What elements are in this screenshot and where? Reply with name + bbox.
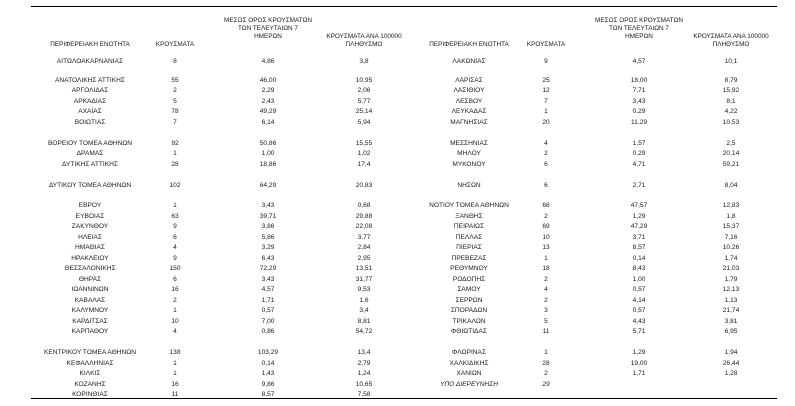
cell-per100k: 2,79 (357, 360, 371, 367)
cell-region: ΑΝΑΤΟΛΙΚΗΣ ΑΤΤΙΚΗΣ (55, 77, 125, 84)
table-row (0, 369, 795, 379)
cell-avg7: 6,43 (261, 255, 275, 262)
header-region-left: ΠΕΡΙΦΕΡΕΙΑΚΗ ΕΝΟΤΗΤΑ (50, 41, 130, 48)
cell-cases: 2 (173, 297, 177, 304)
cell-avg7: 18,86 (259, 161, 277, 168)
cell-per100k: 8,81 (357, 318, 371, 325)
cell-per100k: 12,13 (722, 286, 740, 293)
cell-cases: 9 (173, 255, 177, 262)
cell-region: ΚΑΡΠΑΘΟΥ (71, 328, 109, 335)
cell-avg7: 1,00 (632, 276, 646, 283)
cell-avg7: 0,14 (632, 255, 646, 262)
cell-region: ΚΟΡΙΝΘΙΑΣ (72, 391, 108, 398)
cell-region: ΑΙΤΩΛΟΑΚΑΡΝΑΝΙΑΣ (56, 58, 124, 65)
cell-avg7: 4,86 (261, 58, 275, 65)
cell-region: ΛΑΣΙΘΙΟΥ (453, 87, 485, 94)
cell-per100k: 9,53 (357, 286, 371, 293)
cell-per100k: 1,6 (359, 297, 369, 304)
cell-avg7: 3,43 (261, 276, 275, 283)
cell-per100k: 4,22 (724, 108, 738, 115)
cell-avg7: 0,57 (632, 307, 646, 314)
cell-region: ΦΛΩΡΙΝΑΣ (451, 349, 487, 356)
table-row (0, 149, 795, 159)
table-row (0, 86, 795, 96)
cell-per100k: 31,77 (355, 276, 373, 283)
cell-cases: 12 (542, 87, 550, 94)
cell-cases: 3 (544, 307, 548, 314)
cell-avg7: 47,29 (630, 223, 648, 230)
cell-region: ΧΑΝΙΩΝ (456, 370, 482, 377)
header-avg7-left: ΜΕΣΟΣ ΟΡΟΣ ΚΡΟΥΣΜΑΤΩΝ ΤΩΝ ΤΕΛΕΥΤΑΙΩΝ 7 ΗΜΕΡΩΝ (224, 17, 312, 40)
cell-avg7: 6,14 (261, 119, 275, 126)
cell-per100k: 22,08 (355, 223, 373, 230)
cell-region: ΚΑΒΑΛΑΣ (74, 297, 106, 304)
cell-cases: 2 (173, 87, 177, 94)
cell-cases: 2 (544, 370, 548, 377)
cell-avg7: 47,57 (630, 202, 648, 209)
cell-region: ΧΑΛΚΙΔΙΚΗΣ (449, 360, 489, 367)
cell-per100k: 7,58 (357, 391, 371, 398)
cell-per100k: 1,79 (724, 276, 738, 283)
cell-cases: 4 (544, 140, 548, 147)
cell-per100k: 26,44 (722, 360, 740, 367)
cell-cases: 1 (173, 307, 177, 314)
cell-per100k: 1,74 (724, 255, 738, 262)
cell-region: ΚΙΛΚΙΣ (79, 370, 101, 377)
cell-avg7: 8,57 (261, 391, 275, 398)
cell-region: ΦΘΙΩΤΙΔΑΣ (451, 328, 487, 335)
cell-region: ΑΡΓΟΛΙΔΑΣ (71, 87, 109, 94)
cell-cases: 7 (544, 98, 548, 105)
cell-per100k: 8,1 (726, 98, 736, 105)
cell-cases: 69 (542, 223, 550, 230)
cell-region: ΕΒΡΟΥ (78, 202, 102, 209)
cell-cases: 102 (169, 182, 181, 189)
cell-cases: 6 (544, 182, 548, 189)
cell-per100k: 1,28 (724, 370, 738, 377)
cell-cases: 4 (173, 244, 177, 251)
header-avg7-right: ΜΕΣΟΣ ΟΡΟΣ ΚΡΟΥΣΜΑΤΩΝ ΤΩΝ ΤΕΛΕΥΤΑΙΩΝ 7 ΗΜΕΡΩΝ (595, 17, 683, 40)
table-row (0, 380, 795, 390)
cell-cases: 6 (173, 276, 177, 283)
cell-avg7: 2,71 (632, 182, 646, 189)
cell-region: ΛΑΚΩΝΙΑΣ (452, 58, 486, 65)
cell-avg7: 0,86 (261, 328, 275, 335)
cell-avg7: 1,71 (632, 370, 646, 377)
cell-per100k: 3,81 (724, 318, 738, 325)
cell-cases: 18 (542, 265, 550, 272)
cell-cases: 1 (173, 150, 177, 157)
cell-avg7: 72,29 (259, 265, 277, 272)
table-row (0, 118, 795, 128)
cell-region: ΕΥΒΟΙΑΣ (75, 213, 105, 220)
cell-per100k: 15,55 (355, 140, 373, 147)
cell-region: ΗΛΕΙΑΣ (78, 234, 102, 241)
cell-avg7: 5,86 (261, 234, 275, 241)
cell-region: ΚΑΡΔΙΤΣΑΣ (72, 318, 108, 325)
cell-avg7: 39,71 (259, 213, 277, 220)
header-cases-left: ΚΡΟΥΣΜΑΤΑ (155, 41, 195, 48)
cell-per100k: 10,65 (355, 381, 373, 388)
table-row (0, 76, 795, 86)
cell-region: ΜΥΚΟΝΟΥ (452, 161, 486, 168)
cell-avg7: 64,29 (259, 182, 277, 189)
cell-region: ΚΟΖΑΝΗΣ (74, 381, 106, 388)
cell-cases: 16 (171, 286, 179, 293)
table-row (0, 306, 795, 316)
cell-per100k: 54,72 (355, 328, 373, 335)
table-row (0, 107, 795, 117)
table-row (0, 275, 795, 285)
cell-cases: 11 (171, 391, 179, 398)
cell-per100k: 21,03 (722, 265, 740, 272)
cell-region: ΗΡΑΚΛΕΙΟΥ (71, 255, 109, 262)
cell-avg7: 11,29 (630, 119, 647, 126)
cell-per100k: 59,21 (722, 161, 740, 168)
cell-avg7: 0,57 (632, 286, 646, 293)
cell-per100k: 15,37 (722, 223, 740, 230)
cell-cases: 4 (544, 286, 548, 293)
cell-avg7: 3,86 (261, 223, 275, 230)
cell-per100k: 10,53 (722, 119, 740, 126)
cell-cases: 2 (544, 297, 548, 304)
cell-avg7: 7,71 (632, 87, 646, 94)
cell-avg7: 8,43 (632, 265, 646, 272)
cell-per100k: 2,95 (357, 255, 371, 262)
cell-per100k: 3,4 (359, 307, 369, 314)
cell-cases: 55 (171, 77, 179, 84)
cell-region: ΑΧΑΪΑΣ (78, 108, 102, 115)
cell-avg7: 2,43 (261, 98, 275, 105)
cell-per100k: 1,8 (726, 213, 736, 220)
cell-avg7: 4,57 (632, 58, 646, 65)
table-row (0, 254, 795, 264)
cell-avg7: 4,57 (261, 286, 275, 293)
cell-per100k: 20,14 (722, 150, 740, 157)
cell-avg7: 1,57 (632, 140, 646, 147)
cell-cases: 28 (171, 161, 179, 168)
cell-region: ΠΕΙΡΑΙΩΣ (453, 223, 485, 230)
cell-per100k: 10,26 (722, 244, 740, 251)
table-row (0, 97, 795, 107)
cell-region: ΜΑΓΝΗΣΙΑΣ (450, 119, 488, 126)
cell-per100k: 5,77 (357, 98, 371, 105)
cell-region: ΥΠΟ ΔΙΕΡΕΥΝΗΣΗ (440, 381, 498, 388)
cell-per100k: 3,8 (359, 58, 369, 65)
cell-cases: 16 (171, 381, 179, 388)
cell-region: ΚΕΦΑΛΛΗΝΙΑΣ (66, 360, 114, 367)
cell-avg7: 1,00 (261, 150, 275, 157)
cell-region: ΔΥΤΙΚΟΥ ΤΟΜΕΑ ΑΘΗΝΩΝ (48, 182, 132, 189)
cell-region: ΔΡΑΜΑΣ (76, 150, 104, 157)
header-per100k-right: ΚΡΟΥΣΜΑΤΑ ΑΝΑ 100000 ΠΛΗΘΥΣΜΟ (693, 33, 769, 48)
cell-region: ΜΕΣΣΗΝΙΑΣ (450, 140, 488, 147)
cell-region: ΘΗΡΑΣ (78, 276, 102, 283)
cell-avg7: 1,43 (261, 370, 275, 377)
cell-per100k: 15,92 (722, 87, 740, 94)
cell-avg7: 0,29 (632, 150, 646, 157)
table-row (0, 57, 795, 67)
header-region-right: ΠΕΡΙΦΕΡΕΙΑΚΗ ΕΝΟΤΗΤΑ (429, 41, 509, 48)
cell-per100k: 10,95 (355, 77, 373, 84)
cell-per100k: 2,06 (357, 87, 371, 94)
cell-cases: 20 (542, 119, 550, 126)
cell-avg7: 5,71 (632, 328, 646, 335)
table-row (0, 233, 795, 243)
cell-per100k: 13,51 (355, 265, 373, 272)
cell-avg7: 1,29 (632, 349, 646, 356)
cell-per100k: 13,4 (357, 349, 371, 356)
cell-cases: 13 (542, 244, 550, 251)
cell-avg7: 4,43 (632, 318, 646, 325)
cell-region: ΝΗΣΩΝ (457, 182, 481, 189)
cell-per100k: 25,14 (355, 108, 373, 115)
cell-region: ΛΑΡΙΣΑΣ (455, 77, 483, 84)
cell-per100k: 1,02 (357, 150, 371, 157)
cell-avg7: 2,29 (261, 87, 275, 94)
cell-cases: 25 (542, 77, 550, 84)
cell-per100k: 21,74 (722, 307, 740, 314)
cell-avg7: 4,14 (632, 297, 646, 304)
cell-avg7: 3,29 (261, 244, 275, 251)
cell-region: ΘΕΣΣΑΛΟΝΙΚΗΣ (64, 265, 116, 272)
cell-avg7: 0,14 (261, 360, 275, 367)
cell-per100k: 10,1 (724, 58, 738, 65)
cell-per100k: 17,4 (357, 161, 371, 168)
cell-avg7: 103,29 (257, 349, 279, 356)
cell-region: ΠΡΕΒΕΖΑΣ (451, 255, 487, 262)
cell-avg7: 4,71 (632, 161, 646, 168)
cell-region: ΒΟΙΩΤΙΑΣ (74, 119, 106, 126)
cell-region: ΠΕΛΛΑΣ (455, 234, 483, 241)
cell-per100k: 6,95 (724, 328, 738, 335)
cell-cases: 1 (173, 360, 177, 367)
cell-cases: 4 (173, 328, 177, 335)
cell-avg7: 1,29 (632, 213, 646, 220)
cell-cases: 5 (544, 318, 548, 325)
header-cases-right: ΚΡΟΥΣΜΑΤΑ (526, 41, 566, 48)
cell-region: ΒΟΡΕΙΟΥ ΤΟΜΕΑ ΑΘΗΝΩΝ (47, 140, 133, 147)
cell-cases: 1 (544, 255, 548, 262)
cell-region: ΚΕΝΤΡΙΚΟΥ ΤΟΜΕΑ ΑΘΗΝΩΝ (44, 349, 136, 356)
cell-region: ΤΡΙΚΑΛΩΝ (452, 318, 486, 325)
table-row (0, 390, 795, 400)
cell-avg7: 19,00 (630, 360, 648, 367)
table-row (0, 348, 795, 358)
cell-cases: 10 (542, 234, 550, 241)
cell-per100k: 5,94 (357, 119, 371, 126)
cell-per100k: 29,88 (355, 213, 373, 220)
table-row (0, 359, 795, 369)
cell-cases: 11 (542, 328, 550, 335)
cell-avg7: 49,29 (259, 108, 277, 115)
cell-cases: 92 (171, 140, 179, 147)
header-per100k-left: ΚΡΟΥΣΜΑΤΑ ΑΝΑ 100000 ΠΛΗΘΥΣΜΟ (326, 33, 402, 48)
cell-cases: 7 (173, 119, 177, 126)
cell-cases: 28 (542, 360, 550, 367)
cell-avg7: 8,57 (632, 244, 646, 251)
table-row (0, 222, 795, 232)
cell-avg7: 1,71 (261, 297, 275, 304)
cell-per100k: 0,68 (357, 202, 371, 209)
cell-per100k: 12,83 (722, 202, 740, 209)
table-row (0, 327, 795, 337)
cell-region: ΚΑΛΥΜΝΟΥ (71, 307, 109, 314)
table-row (0, 243, 795, 253)
cell-avg7: 18,00 (630, 77, 648, 84)
cell-cases: 68 (542, 202, 550, 209)
cell-region: ΜΗΛΟΥ (457, 150, 481, 157)
cell-region: ΙΩΑΝΝΙΝΩΝ (71, 286, 109, 293)
cell-per100k: 8,79 (724, 77, 738, 84)
cell-region: ΗΜΑΘΙΑΣ (75, 244, 105, 251)
cell-avg7: 46,00 (259, 77, 277, 84)
table-row (0, 285, 795, 295)
cell-per100k: 2,84 (357, 244, 371, 251)
cell-cases: 2 (544, 150, 548, 157)
cell-avg7: 9,86 (261, 381, 275, 388)
cell-region: ΠΙΕΡΙΑΣ (456, 244, 482, 251)
cell-avg7: 3,71 (632, 234, 646, 241)
cell-avg7: 0,57 (261, 307, 275, 314)
cell-per100k: 2,5 (726, 140, 736, 147)
top-rule (31, 6, 777, 7)
cell-region: ΞΑΝΘΗΣ (455, 213, 483, 220)
cell-per100k: 1,24 (357, 370, 371, 377)
cell-cases: 9 (173, 223, 177, 230)
cell-per100k: 1,13 (724, 297, 738, 304)
cell-cases: 5 (173, 98, 177, 105)
cell-cases: 1 (173, 370, 177, 377)
cell-region: ΝΟΤΙΟΥ ΤΟΜΕΑ ΑΘΗΝΩΝ (429, 202, 509, 209)
cell-per100k: 20,83 (355, 182, 373, 189)
cell-region: ΡΟΔΟΠΗΣ (452, 276, 486, 283)
cell-cases: 1 (173, 202, 177, 209)
cell-cases: 6 (544, 161, 548, 168)
cell-cases: 8 (173, 58, 177, 65)
cell-region: ΣΑΜΟΥ (457, 286, 481, 293)
cell-region: ΡΕΘΥΜΝΟΥ (450, 265, 488, 272)
cell-cases: 1 (544, 349, 548, 356)
cell-cases: 2 (544, 213, 548, 220)
cell-per100k: 7,16 (724, 234, 738, 241)
cell-region: ΛΕΣΒΟΥ (455, 98, 483, 105)
cell-region: ΖΑΚΥΝΘΟΥ (71, 223, 109, 230)
cell-cases: 1 (544, 108, 548, 115)
cell-cases: 78 (171, 108, 179, 115)
table-row (0, 181, 795, 191)
table-row (0, 201, 795, 211)
cell-cases: 6 (173, 234, 177, 241)
cell-cases: 63 (171, 213, 179, 220)
table-row (0, 296, 795, 306)
table-row (0, 212, 795, 222)
table-row (0, 317, 795, 327)
cell-avg7: 50,86 (259, 140, 277, 147)
cell-avg7: 3,43 (632, 98, 646, 105)
cell-region: ΑΡΚΑΔΙΑΣ (73, 98, 107, 105)
cell-per100k: 8,04 (724, 182, 738, 189)
cell-avg7: 0,29 (632, 108, 646, 115)
cell-avg7: 3,43 (261, 202, 275, 209)
cell-cases: 10 (171, 318, 179, 325)
cell-cases: 138 (169, 349, 181, 356)
cell-per100k: 1,94 (724, 349, 738, 356)
cell-cases: 29 (542, 381, 550, 388)
table-row (0, 160, 795, 170)
table-row (0, 139, 795, 149)
cell-avg7: 7,00 (261, 318, 275, 325)
table-row (0, 264, 795, 274)
cell-region: ΣΠΟΡΑΔΩΝ (450, 307, 488, 314)
cell-cases: 150 (169, 265, 181, 272)
cell-cases: 2 (544, 276, 548, 283)
cell-region: ΣΕΡΡΩΝ (455, 297, 483, 304)
cell-region: ΛΕΥΚΑΔΑΣ (451, 108, 487, 115)
cell-cases: 9 (544, 58, 548, 65)
cell-per100k: 3,77 (357, 234, 371, 241)
cell-region: ΔΥΤΙΚΗΣ ΑΤΤΙΚΗΣ (62, 161, 118, 168)
